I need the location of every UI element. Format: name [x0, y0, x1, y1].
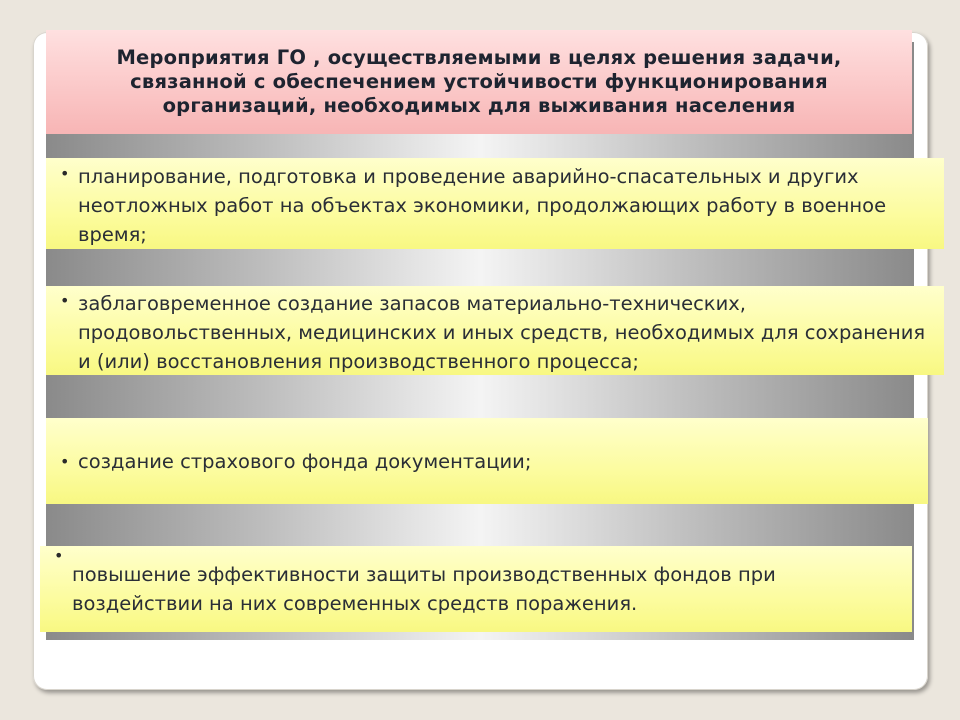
slide-title: Мероприятия ГО , осуществляемыми в целях решения задачи, связанной с обеспечением устойчивости функционирования организаций, необходимых для выживания населения [116, 46, 842, 117]
list-item-text: создание страхового фонда документации; [78, 449, 532, 473]
list-item-planning [46, 158, 944, 249]
list-item-text: заблаговременное создание запасов материально-технических, продовольственных, медицинских и иных средств, необходимых для сохранения и (или) восстановления производственного процесса; [78, 291, 926, 373]
title-box [46, 30, 912, 134]
bullet-icon: • [60, 164, 70, 183]
list-item-text: планирование, подготовка и проведение аварийно-спасательных и других неотложных работ на объектах экономики, продолжающих работу в военное время; [78, 165, 887, 246]
bullet-icon: • [60, 291, 70, 310]
list-item-protection [40, 546, 912, 632]
bullet-icon: • [60, 451, 70, 471]
list-item-reserves [46, 286, 944, 375]
list-item-text: повышение эффективности защиты производственных фондов при воздействии на них современных средств поражения. [72, 563, 776, 615]
bullet-icon: • [54, 546, 64, 565]
list-item-insurance-fund [46, 418, 928, 504]
